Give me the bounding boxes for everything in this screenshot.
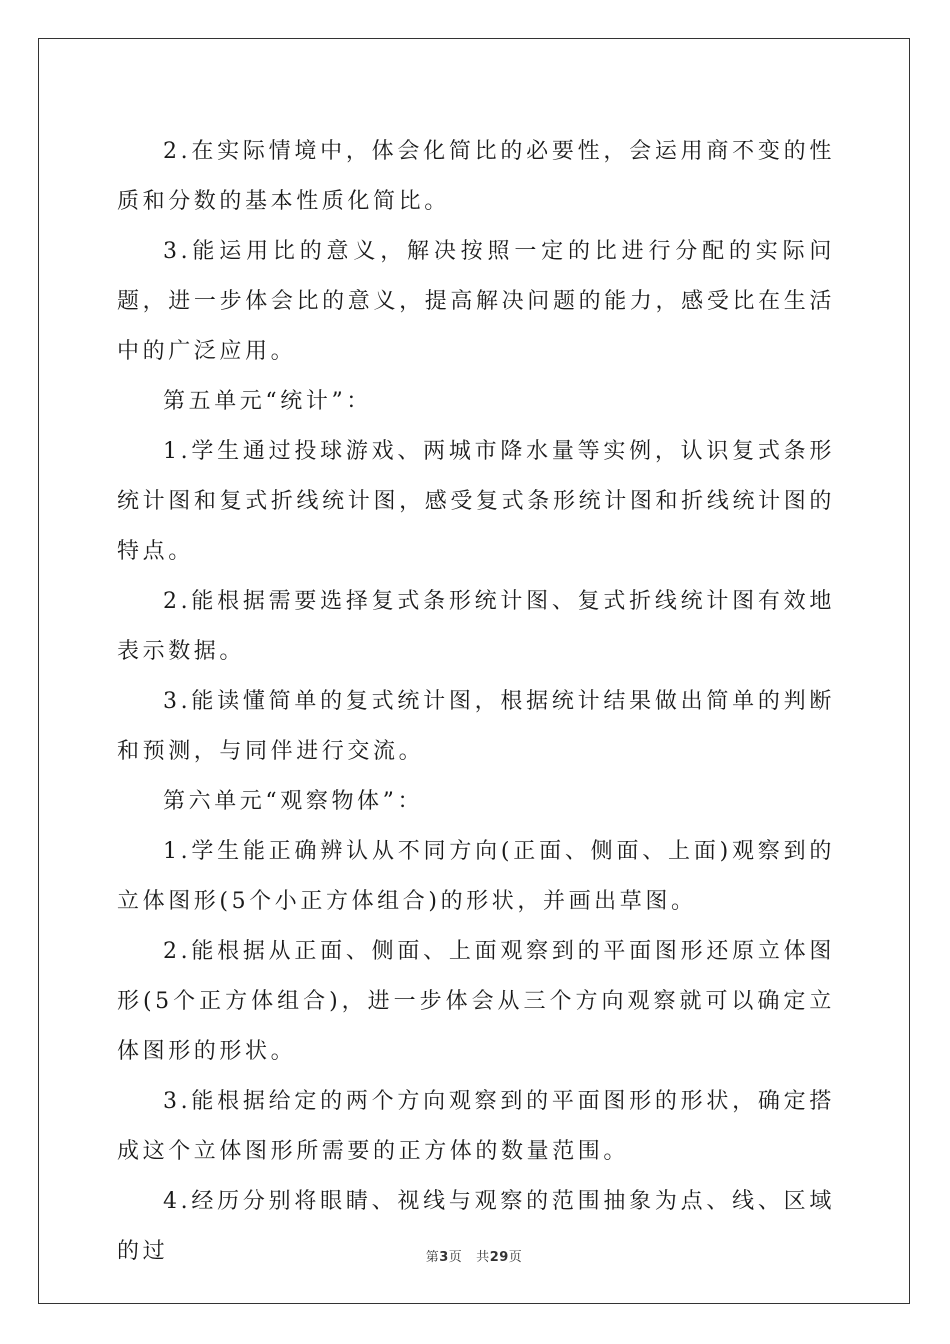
paragraph: 1.学生通过投球游戏、两城市降水量等实例，认识复式条形统计图和复式折线统计图，感受复式条形统计图和折线统计图的特点。 <box>117 439 835 564</box>
document-page <box>38 38 910 1304</box>
page-footer <box>39 1246 909 1265</box>
paragraph: 2.能根据需要选择复式条形统计图、复式折线统计图有效地表示数据。 <box>117 589 835 664</box>
document-body <box>117 127 835 1277</box>
page-number: 3 <box>439 1250 449 1265</box>
total-prefix: 共 <box>476 1250 490 1265</box>
section-heading: 第五单元“统计”： <box>163 389 372 414</box>
total-suffix: 页 <box>508 1250 523 1265</box>
paragraph: 2.能根据从正面、侧面、上面观察到的平面图形还原立体图形(5个正方体组合)，进一步体会从三个方向观察就可以确定立体图形的形状。 <box>117 939 835 1064</box>
paragraph: 3.能运用比的意义，解决按照一定的比进行分配的实际问题，进一步体会比的意义，提高解决问题的能力，感受比在生活中的广泛应用。 <box>117 239 835 364</box>
paragraph: 4.经历分别将眼睛、视线与观察的范围抽象为点、线、区域的过 <box>117 1189 835 1264</box>
total-pages: 29 <box>489 1250 509 1265</box>
page-prefix: 第 <box>425 1250 440 1265</box>
paragraph: 3.能读懂简单的复式统计图，根据统计结果做出简单的判断和预测，与同伴进行交流。 <box>117 689 835 764</box>
section-heading: 第六单元“观察物体”： <box>163 789 424 814</box>
paragraph: 1.学生能正确辨认从不同方向(正面、侧面、上面)观察到的立体图形(5个小正方体组合)的形状，并画出草图。 <box>117 839 835 914</box>
page-suffix: 页 <box>448 1250 463 1265</box>
paragraph: 2.在实际情境中，体会化简比的必要性，会运用商不变的性质和分数的基本性质化简比。 <box>117 139 835 214</box>
paragraph: 3.能根据给定的两个方向观察到的平面图形的形状，确定搭成这个立体图形所需要的正方体的数量范围。 <box>117 1089 835 1164</box>
